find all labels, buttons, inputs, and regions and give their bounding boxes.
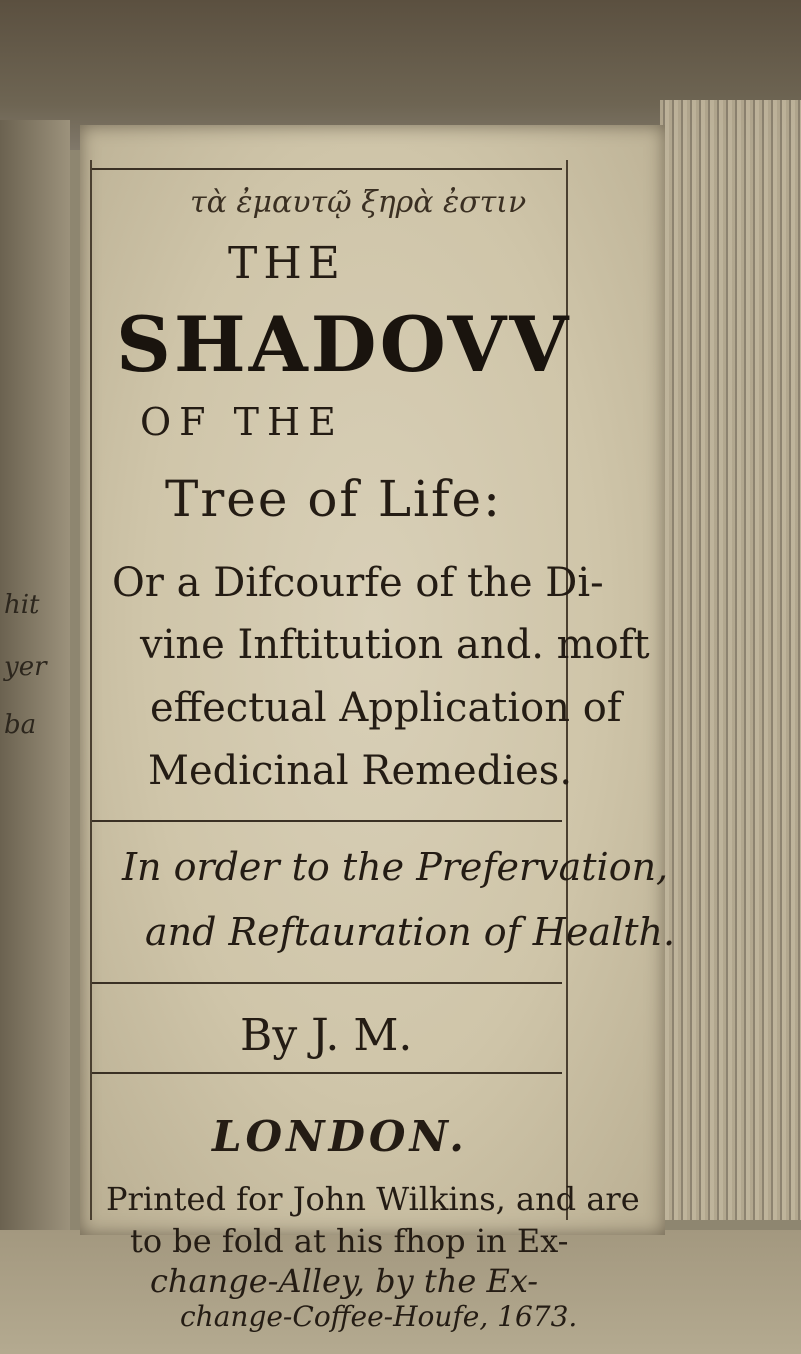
facing-page-edge bbox=[0, 120, 70, 1240]
purpose-line: and Reftauration of Health. bbox=[145, 910, 676, 954]
margin-fragment: hit bbox=[4, 590, 40, 620]
subtitle-line: vine Inftitution and. moft bbox=[140, 622, 650, 668]
greek-epigraph: τὰ ἐμαυτῷ ξηρὰ ἐστιν bbox=[190, 185, 527, 220]
top-rule bbox=[92, 168, 562, 170]
author-line: By J. M. bbox=[240, 1010, 413, 1061]
divider-rule bbox=[92, 982, 562, 984]
subtitle-line: Or a Difcourfe of the Di- bbox=[112, 560, 604, 606]
title-of-the: OF THE bbox=[140, 400, 344, 444]
imprint-line: to be fold at his fhop in Ex- bbox=[130, 1222, 569, 1260]
divider-rule bbox=[92, 1072, 562, 1074]
imprint-line: change-Coffee-Houfe, 1673. bbox=[180, 1300, 578, 1333]
divider-rule bbox=[92, 820, 562, 822]
title-the: THE bbox=[228, 238, 346, 289]
left-border bbox=[90, 160, 92, 1220]
title-shadow: SHADOVV bbox=[116, 300, 572, 389]
title-page bbox=[80, 125, 665, 1235]
title-tree-of-life: Tree of Life: bbox=[165, 470, 502, 528]
subtitle-line: effectual Application of bbox=[150, 685, 622, 731]
imprint-line: change-Alley, by the Ex- bbox=[150, 1262, 539, 1300]
place-of-publication: LONDON. bbox=[212, 1112, 468, 1161]
purpose-line: In order to the Prefervation, bbox=[122, 845, 669, 889]
margin-fragment: ba bbox=[4, 710, 37, 740]
margin-fragment: yer bbox=[4, 652, 47, 682]
page-edges bbox=[660, 100, 801, 1220]
imprint-line: Printed for John Wilkins, and are bbox=[106, 1180, 640, 1218]
subtitle-line: Medicinal Remedies. bbox=[148, 748, 573, 794]
